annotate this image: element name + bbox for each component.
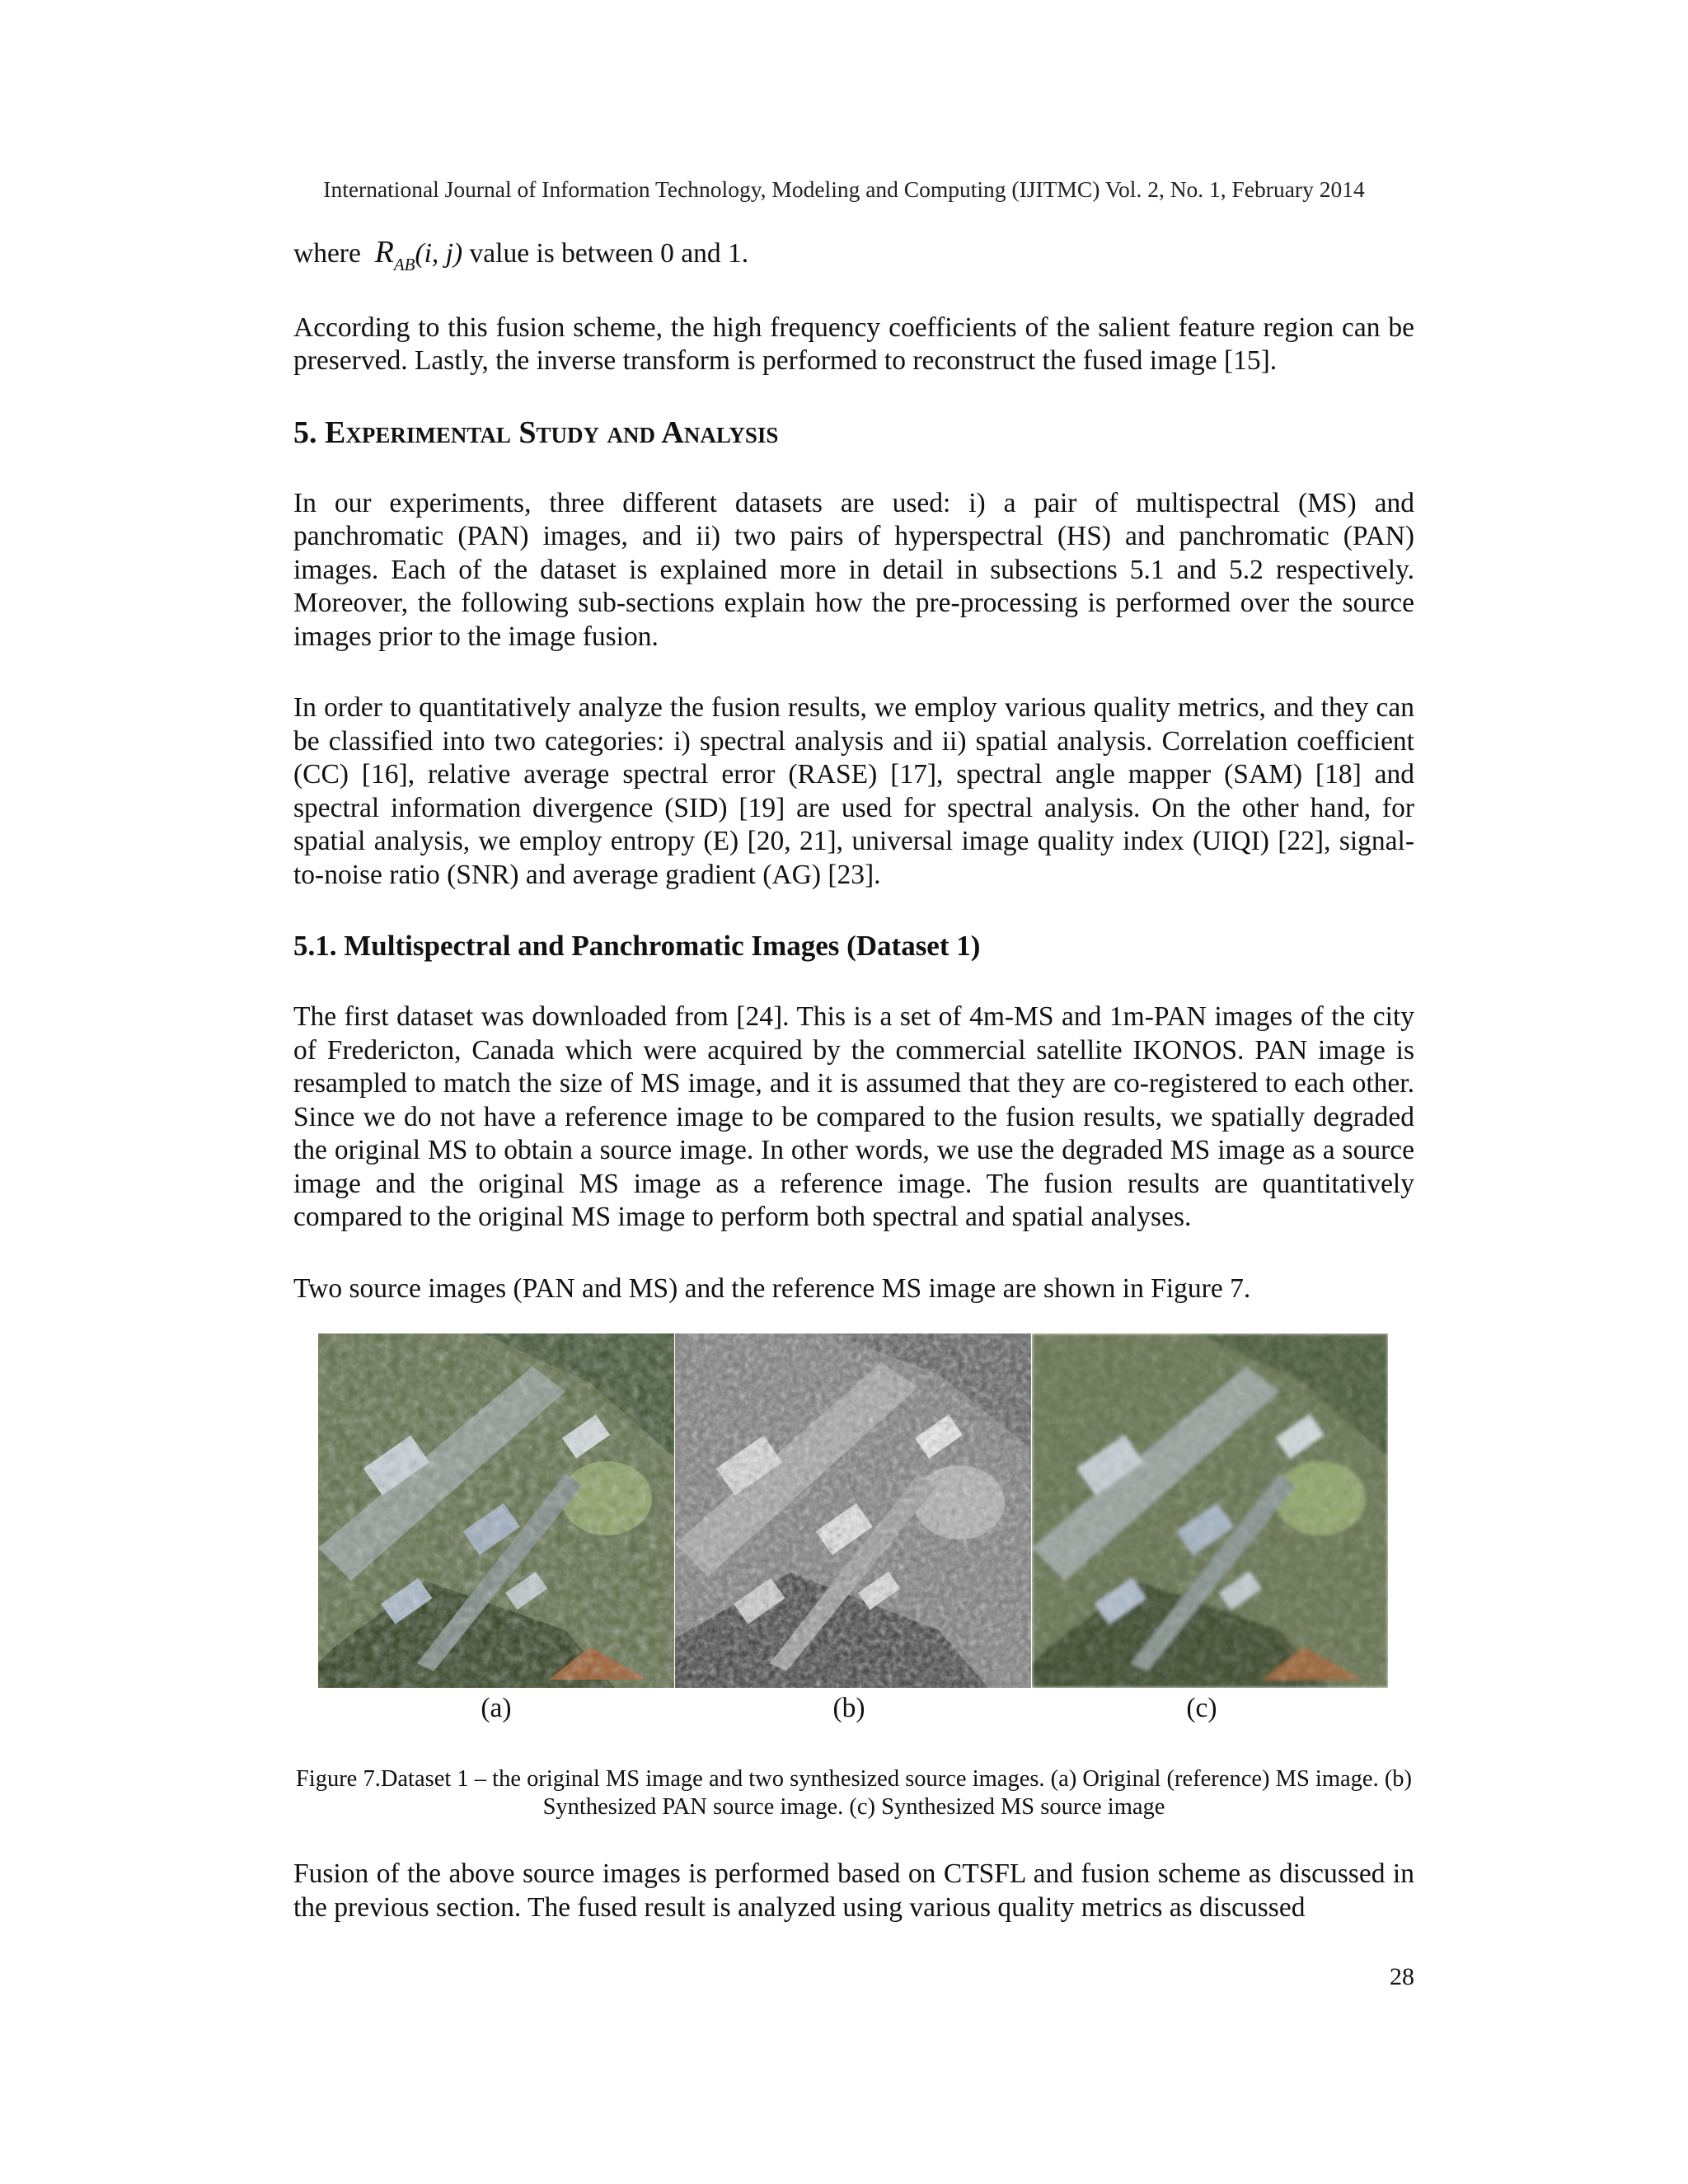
paragraph-quality-metrics: In order to quantitatively analyze the fusion results, we employ various quality metrics, and they can be classified into two categories: i) spectral analysis and ii) spatial analysis. Correlation coefficient (CC) [16], relative average spectral error (RASE) [17], spectral angle mapper (SAM) [18] and spectral information divergence (SID) [19] are used for spectral analysis. On the other hand, for spatial analysis, we employ entropy (E) [20, 21], universal image quality index (UIQI) [22], signal-to-noise ratio (SNR) and average gradient (AG) [23]. — [293, 692, 1414, 890]
figure-panel-c-image — [1032, 1333, 1388, 1688]
figure-panel-a-image — [318, 1333, 674, 1688]
paragraph-figure-ref: Two source images (PAN and MS) and the reference MS image are shown in Figure 7. — [293, 1272, 1251, 1304]
formula-args: (i, j) — [415, 238, 463, 269]
page-body — [293, 236, 1414, 1924]
figure-7-caption: Figure 7.Dataset 1 – the original MS image and two synthesized source images. (a) Original (reference) MS image. (b) Synthesized PAN source image. (c) Synthesized MS source image — [295, 1766, 1413, 1820]
journal-header: International Journal of Information Technology, Modeling and Computing (IJITMC) Vol. 2, No. 1, February 2014 — [323, 176, 1365, 202]
figure-7 — [318, 1333, 1388, 1688]
figure-label-a: (a) — [481, 1693, 512, 1723]
paragraph-fusion-analysis: Fusion of the above source images is performed based on CTSFL and fusion scheme as discussed in the previous section. The fused result is analyzed using various quality metrics as discussed — [293, 1858, 1414, 1923]
paragraph-datasets: In our experiments, three different datasets are used: i) a pair of multispectral (MS) and panchromatic (PAN) images, and ii) two pairs of hyperspectral (HS) and panchromatic (PAN) images. Each of the dataset is explained more in detail in subsections 5.1 and 5.2 respectively. Moreover, the following sub-sections explain how the pre-processing is performed over the source images prior to the image fusion. — [293, 487, 1414, 652]
section-heading: 5. Experimental Study and Analysis — [293, 415, 779, 450]
paragraph-fusion-scheme: According to this fusion scheme, the high frequency coefficients of the salient feature region can be preserved. Lastly, the inverse transform is performed to reconstruct the fused image [15]. — [293, 312, 1414, 376]
formula-line — [293, 236, 1414, 274]
figure-label-b: (b) — [832, 1693, 865, 1723]
figure-panel-b-image — [675, 1333, 1031, 1688]
figure-7-labels — [318, 1688, 1388, 1726]
formula-suffix: value is between 0 and 1. — [469, 238, 749, 269]
formula-prefix: where — [293, 238, 361, 269]
subsection-heading: 5.1. Multispectral and Panchromatic Images (Dataset 1) — [293, 930, 981, 962]
formula-subscript: AB — [393, 255, 415, 274]
formula-symbol: R — [374, 235, 394, 269]
figure-label-c: (c) — [1186, 1693, 1217, 1723]
page-number: 28 — [1390, 1963, 1414, 1990]
paragraph-dataset-1: The first dataset was downloaded from [24]. This is a set of 4m-MS and 1m-PAN images of the city of Fredericton, Canada which were acquired by the commercial satellite IKONOS. PAN image is resampled to match the size of MS image, and it is assumed that they are co-registered to each other. Since we do not have a reference image to be compared to the fusion results, we spatially degraded the original MS to obtain a source image. In other words, we use the degraded MS image as a source image and the original MS image as a reference image. The fusion results are quantitatively compared to the original MS image to perform both spectral and spatial analyses. — [293, 1001, 1414, 1232]
